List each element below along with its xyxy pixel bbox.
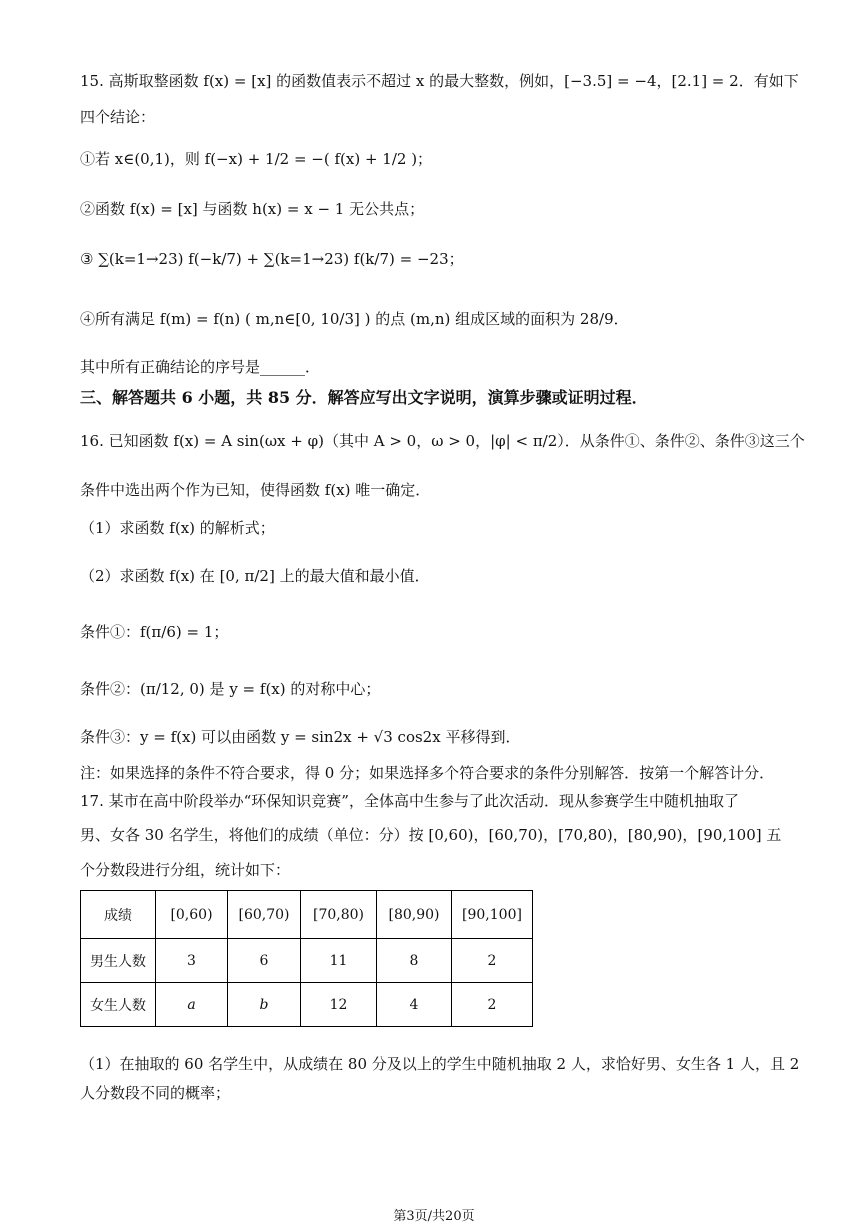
table-header-cell: 成绩	[81, 891, 156, 939]
table-row	[81, 939, 533, 983]
q16-note: 注：如果选择的条件不符合要求，得 0 分；如果选择多个符合要求的条件分别解答．按第一个解答计分．	[80, 764, 775, 782]
table-header-cell: [0,60)	[156, 891, 228, 939]
table-header-row	[81, 891, 533, 939]
table-cell: 11	[301, 939, 377, 983]
table-header-cell: [80,90)	[377, 891, 452, 939]
q16-part1: （1）求函数 f(x) 的解析式；	[80, 519, 275, 537]
q16-condition-2: 条件②：(π/12, 0) 是 y = f(x) 的对称中心；	[80, 680, 381, 698]
table-cell: a	[156, 983, 228, 1027]
q15-conclusion-4: ④所有满足 f(m) = f(n) ( m,n∈[0, 10/3] ) 的点 (m,n) 组成区域的面积为 28/9．	[80, 310, 629, 328]
q16-line1: 16. 已知函数 f(x) = A sin(ωx + φ)（其中 A > 0，ω > 0，|φ| < π/2）．从条件①、条件②、条件③这三个	[80, 432, 805, 450]
q16-condition-1: 条件①：f(π/6) = 1；	[80, 623, 229, 641]
page-footer: 第3页/共20页	[393, 1209, 475, 1224]
q17-line1: 17. 某市在高中阶段举办“环保知识竞赛”，全体高中生参与了此次活动．现从参赛学生中随机抽取了	[80, 792, 739, 810]
table-cell: 4	[377, 983, 452, 1027]
table-cell: 3	[156, 939, 228, 983]
table-header-cell: [70,80)	[301, 891, 377, 939]
q17-line3: 个分数段进行分组，统计如下：	[80, 861, 291, 879]
section-heading: 三、解答题共 6 小题，共 85 分．解答应写出文字说明，演算步骤或证明过程．	[80, 388, 648, 407]
q15-line1: 15. 高斯取整函数 f(x) = [x] 的函数值表示不超过 x 的最大整数，例如，[−3.5] = −4，[2.1] = 2．有如下	[80, 72, 799, 90]
q16-line2: 条件中选出两个作为已知，使得函数 f(x) 唯一确定．	[80, 481, 431, 499]
table-cell: 2	[452, 939, 533, 983]
table-cell: 8	[377, 939, 452, 983]
table-cell: 6	[228, 939, 301, 983]
table-row	[81, 983, 533, 1027]
table-cell: b	[228, 983, 301, 1027]
q17-part1-line1: （1）在抽取的 60 名学生中，从成绩在 80 分及以上的学生中随机抽取 2 人，求恰好男、女生各 1 人，且 2	[80, 1055, 800, 1073]
q16-part2: （2）求函数 f(x) 在 [0, π/2] 上的最大值和最小值．	[80, 567, 430, 585]
score-table	[80, 890, 533, 1027]
table-cell: 男生人数	[81, 939, 156, 983]
q15-conclusion-3: ③ ∑(k=1→23) f(−k/7) + ∑(k=1→23) f(k/7) = −23；	[80, 250, 464, 268]
q15-answer-blank: 其中所有正确结论的序号是______．	[80, 358, 321, 376]
table-cell: 12	[301, 983, 377, 1027]
q15-conclusion-2: ②函数 f(x) = [x] 与函数 h(x) = x − 1 无公共点；	[80, 200, 425, 218]
table-header-cell: [60,70)	[228, 891, 301, 939]
q15-line2: 四个结论：	[80, 108, 156, 126]
q16-condition-3: 条件③：y = f(x) 可以由函数 y = sin2x + √3 cos2x 平移得到．	[80, 728, 521, 746]
table-header-cell: [90,100]	[452, 891, 533, 939]
table-cell: 2	[452, 983, 533, 1027]
table-cell: 女生人数	[81, 983, 156, 1027]
q17-line2: 男、女各 30 名学生，将他们的成绩（单位：分）按 [0,60)，[60,70)，[70,80)，[80,90)，[90,100] 五	[80, 826, 782, 844]
q15-conclusion-1: ①若 x∈(0,1)，则 f(−x) + 1/2 = −( f(x) + 1/2 )；	[80, 150, 433, 168]
q17-part1-line2: 人分数段不同的概率；	[80, 1084, 231, 1102]
